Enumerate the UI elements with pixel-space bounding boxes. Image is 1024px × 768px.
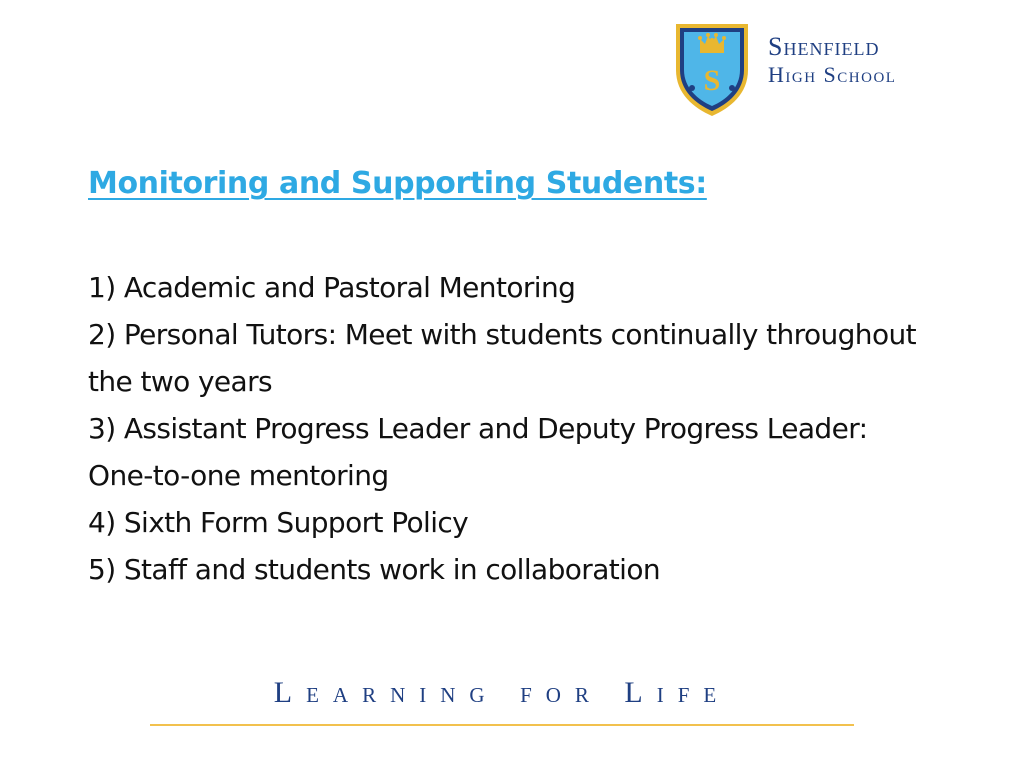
- school-name: [768, 34, 896, 86]
- list-item: 1) Academic and Pastoral Mentoring: [88, 271, 576, 304]
- footer-divider: [150, 724, 854, 726]
- school-name-line1: Shenfield: [768, 32, 880, 61]
- list-item: 3) Assistant Progress Leader and Deputy Progress Leader: One-to-one mentoring: [88, 412, 868, 492]
- support-list: [88, 264, 928, 593]
- list-item: 4) Sixth Form Support Policy: [88, 506, 469, 539]
- list-item: 2) Personal Tutors: Meet with students continually throughout the two years: [88, 318, 917, 398]
- school-name-line2: High School: [768, 62, 897, 87]
- school-logo: [672, 18, 962, 122]
- slide-heading: Monitoring and Supporting Students:: [88, 166, 707, 201]
- footer-tagline: Learning for Life: [273, 676, 731, 709]
- crest-letter: S: [703, 64, 721, 97]
- school-crest-icon: [672, 18, 752, 118]
- list-item: 5) Staff and students work in collaboration: [88, 553, 661, 586]
